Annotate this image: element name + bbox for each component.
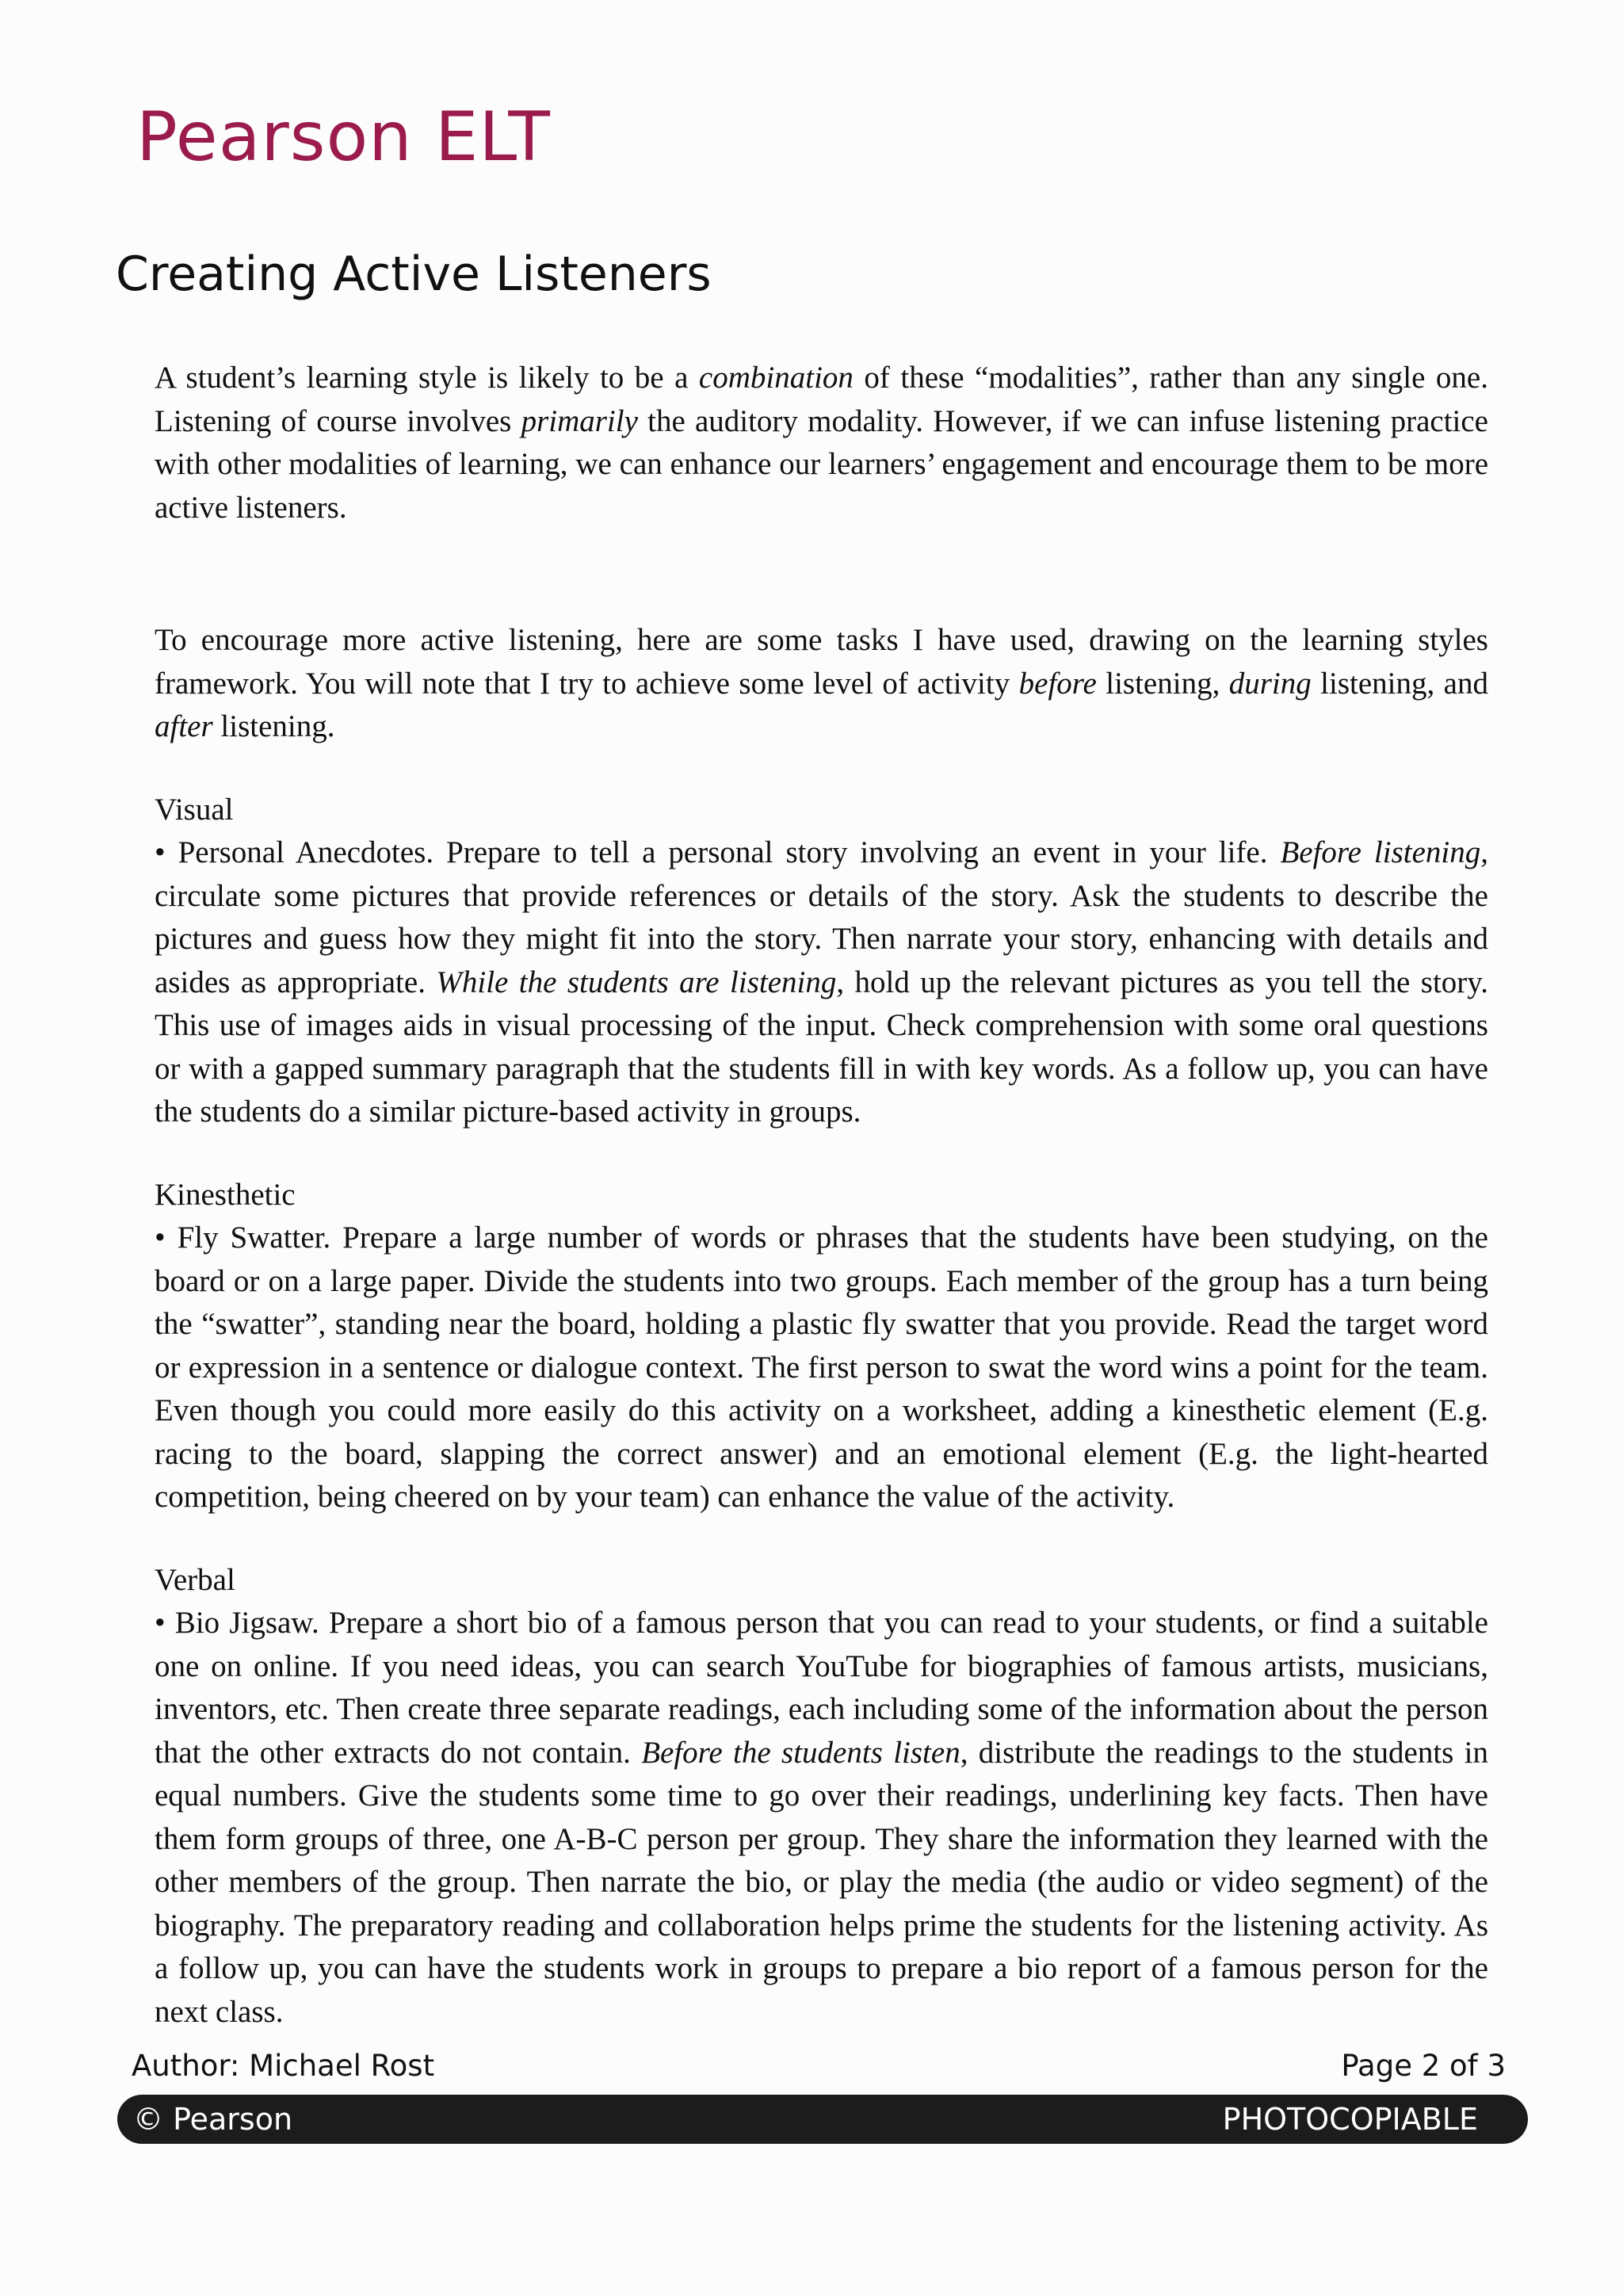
section-text-kinesthetic: • Fly Swatter. Prepare a large number of words or phrases that the students have been studying, on the board or on a large paper. Divide the students into two groups. Each member of the group has a turn being the “swatter”, standing near the board, holding a plastic fly swatter that you provide. Read the target word or expression in a sentence or dialogue context. The first person to swat the word wins a point for the team. Even though you could more easily do this activity on a worksheet, adding a kinesthetic element (E.g. racing to the board, slapping the correct answer) and an emotional element (E.g. the light-hearted competition, being cheered on by your team) can enhance the value of the activity.	[155, 1221, 1488, 1514]
section-heading-verbal: Verbal	[155, 1562, 235, 1597]
section-kinesthetic	[155, 1174, 1488, 1519]
intro-paragraph-2: To encourage more active listening, here are some tasks I have used, drawing on the learning styles framework. You will note that I try to achieve some level of activity before listening, during listening, and after listening.	[155, 623, 1488, 743]
brand-logo: Pearson ELT	[136, 97, 551, 177]
section-text-visual: • Personal Anecdotes. Prepare to tell a personal story involving an event in your life. Before listening, circulate some pictures that provide references or details of the story. Ask the students to describe the pictures and guess how they might fit into the story. Then narrate your story, enhancing with details and asides as appropriate. While the students are listening, hold up the relevant pictures as you tell the story. This use of images aids in visual processing of the input. Check comprehension with some oral questions or with a gapped summary paragraph that the students fill in with key words. As a follow up, you can have the students do a similar picture-based activity in groups.	[155, 835, 1488, 1129]
page-title: Creating Active Listeners	[116, 246, 712, 302]
footer-author: Author: Michael Rost	[132, 2049, 435, 2083]
footer-bar	[117, 2095, 1528, 2144]
section-verbal	[155, 1559, 1488, 2034]
page-number: Page 2 of 3	[1341, 2049, 1506, 2083]
intro-paragraph-1: A student’s learning style is likely to be a combination of these “modalities”, rather than any single one. Listening of course involves primarily the auditory modality. However, if we can infuse listening practice with other modalities of learning, we can enhance our learners’ engagement and encourage them to be more active listeners.	[155, 361, 1488, 525]
copyright: © Pearson	[133, 2102, 293, 2137]
photocopiable-label: PHOTOCOPIABLE	[1222, 2102, 1478, 2137]
article-body	[155, 357, 1488, 2034]
section-heading-kinesthetic: Kinesthetic	[155, 1177, 296, 1212]
section-heading-visual: Visual	[155, 792, 234, 827]
section-text-verbal: • Bio Jigsaw. Prepare a short bio of a famous person that you can read to your students, or find a suitable one on online. If you need ideas, you can search YouTube for biographies of famous artists, musicians, inventors, etc. Then create three separate readings, each including some of the information about the person that the other extracts do not contain. Before the students listen, distribute the readings to the students in equal numbers. Give the students some time to go over their readings, underlining key facts. Then have them form groups of three, one A-B-C person per group. They share the information they learned with the other members of the group. Then narrate the bio, or play the media (the audio or video segment) of the biography. The preparatory reading and collaboration helps prime the students for the listening activity. As a follow up, you can have the students work in groups to prepare a bio report of a famous person for the next class.	[155, 1606, 1489, 2029]
section-visual	[155, 789, 1488, 1134]
